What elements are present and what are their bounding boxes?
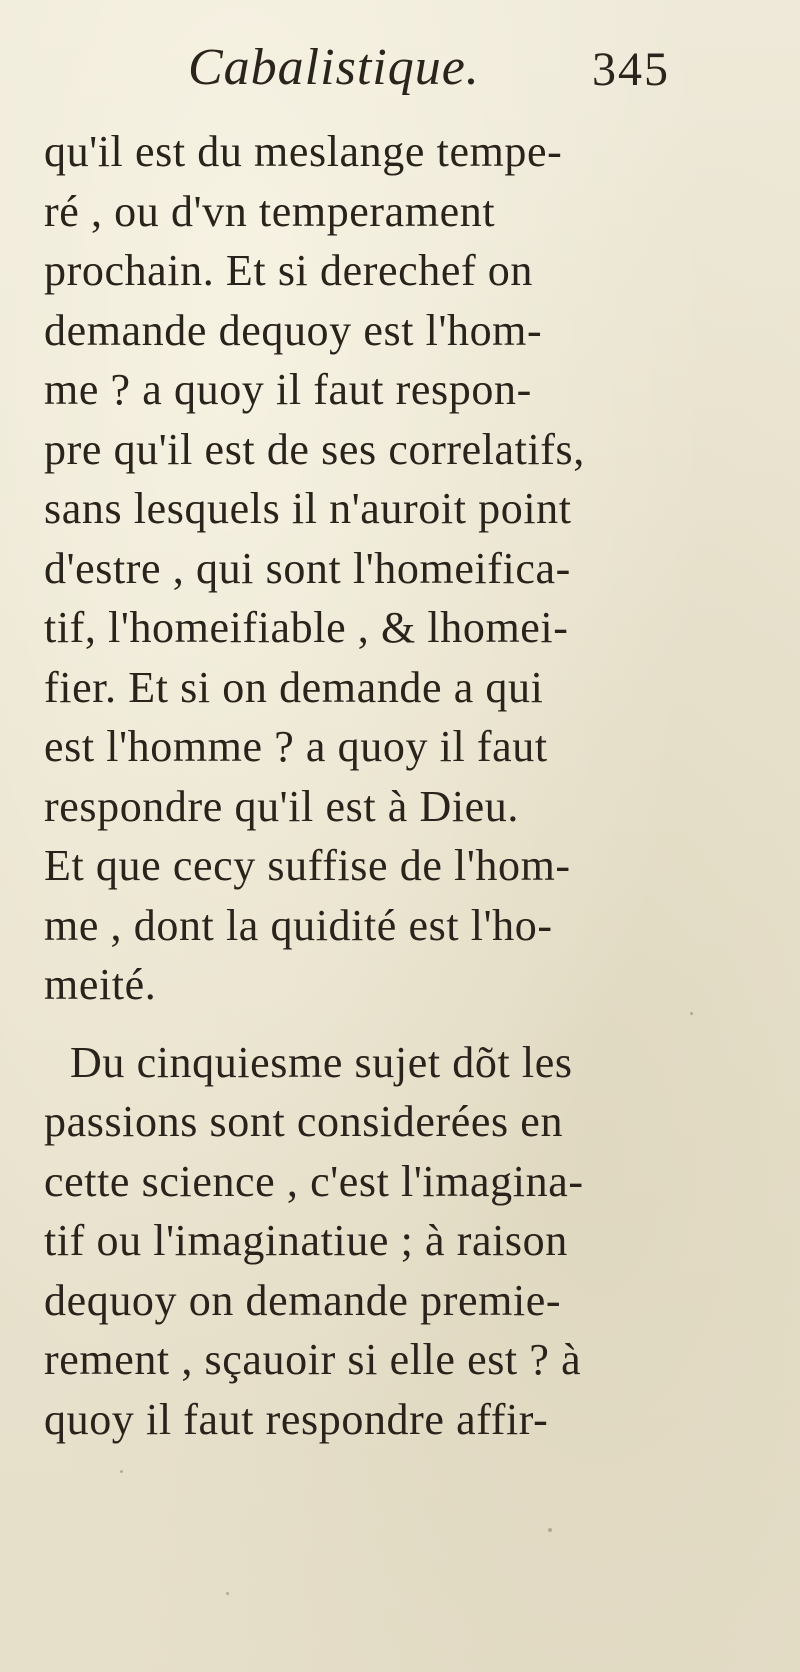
text-line: dequoy on demande premie- xyxy=(44,1275,562,1325)
text-line: cette science , c'est l'imagina- xyxy=(44,1156,584,1206)
paper-speck xyxy=(120,1470,123,1473)
text-line: demande dequoy est l'hom- xyxy=(44,305,543,355)
text-line: me ? a quoy il faut respon- xyxy=(44,365,532,414)
text-line: meité. xyxy=(44,960,157,1009)
text-line: Et que cecy suffise de l'hom- xyxy=(44,841,571,890)
text-line: d'estre , qui sont l'homeifica- xyxy=(44,543,571,593)
paragraph-1 xyxy=(44,122,684,1015)
text-line: prochain. Et si derechef on xyxy=(44,246,534,295)
text-line: respondre qu'il est à Dieu. xyxy=(44,781,519,831)
body-text xyxy=(44,122,684,1449)
paper-speck xyxy=(226,1592,229,1595)
text-line: sans lesquels il n'auroit point xyxy=(44,484,572,533)
text-line: tif, l'homeifiable , & lhomei- xyxy=(44,603,569,652)
text-line: me , dont la quidité est l'ho- xyxy=(44,900,553,950)
paragraph-2 xyxy=(44,1033,684,1450)
text-line: quoy il faut respondre affir- xyxy=(44,1394,549,1444)
paper-speck xyxy=(548,1528,552,1532)
text-line: ré , ou d'vn temperament xyxy=(44,186,496,236)
text-line: passions sont considerées en xyxy=(44,1097,564,1146)
text-line: tif ou l'imaginatiue ; à raison xyxy=(44,1216,568,1265)
page-header xyxy=(0,38,800,108)
paper-speck xyxy=(690,1012,693,1015)
page-number: 345 xyxy=(592,43,670,96)
text-line: rement , sçauoir si elle est ? à xyxy=(44,1335,582,1384)
running-head: Cabalistique. xyxy=(188,39,480,96)
paragraph-gap xyxy=(44,1015,684,1033)
text-line: fier. Et si on demande a qui xyxy=(44,662,544,712)
text-line: est l'homme ? a quoy il faut xyxy=(44,722,548,771)
text-line: pre qu'il est de ses correlatifs, xyxy=(44,424,585,474)
text-line: qu'il est du meslange tempe- xyxy=(44,127,563,176)
text-line: Du cinquiesme sujet dõt les xyxy=(70,1037,573,1087)
